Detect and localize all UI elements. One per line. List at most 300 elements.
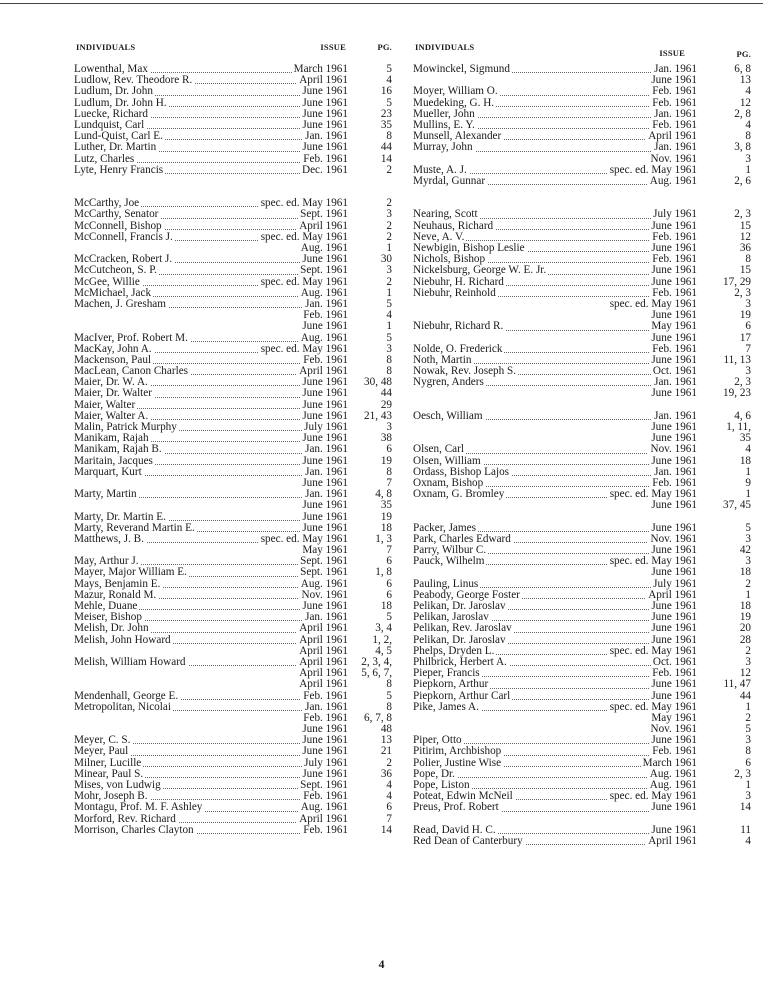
- entry-issue: June 1961: [302, 476, 348, 489]
- index-entry: [74, 176, 392, 187]
- entry-issue: Nov. 1961: [650, 152, 697, 165]
- page-number: 4: [378, 957, 385, 971]
- entry-page: 5, 6, 7,: [361, 667, 392, 680]
- index-entry: [74, 825, 392, 836]
- entry-issue: April 1961: [299, 365, 348, 378]
- entry-page: 8: [386, 700, 392, 713]
- entry-issue: Sept. 1961: [300, 555, 348, 568]
- index-entry: [413, 489, 751, 500]
- entry-name: Pike, James A.: [413, 700, 479, 713]
- entry-issue: Jan. 1961: [654, 141, 697, 154]
- entry-issue: June 1961: [302, 409, 348, 422]
- entry-name: Ordass, Bishop Lajos: [413, 465, 510, 478]
- entry-issue: June 1961: [651, 499, 697, 512]
- entry-issue: Feb. 1961: [303, 711, 348, 724]
- index-entry: [413, 802, 751, 813]
- entry-page: 2, 3: [734, 767, 751, 780]
- entry-page: 21: [380, 745, 392, 758]
- entry-issue: Feb. 1961: [652, 85, 697, 98]
- index-entry: [413, 176, 751, 187]
- index-entry: [74, 691, 392, 702]
- entry-name: Moyer, William O.: [413, 85, 498, 98]
- entry-issue: spec. ed. May 1961: [609, 555, 697, 568]
- entry-issue: June 1961: [651, 353, 697, 366]
- index-entry: [74, 165, 392, 176]
- entry-issue: June 1961: [651, 242, 697, 254]
- entry-page: 3: [386, 342, 392, 355]
- entry-name: Neuhaus, Richard: [413, 219, 494, 232]
- entry-page: 37, 45: [723, 499, 751, 512]
- entry-name: Nygren, Anders: [413, 376, 484, 389]
- entry-name: Maritain, Jacques: [74, 454, 153, 467]
- entry-issue: Feb. 1961: [652, 745, 697, 758]
- entry-name: Nickelsburg, George W. E. Jr.: [413, 264, 547, 277]
- entry-page: 4, 6: [734, 409, 751, 422]
- entry-name: Malin, Patrick Murphy: [74, 421, 177, 433]
- entry-name: Metropolitan, Nicolai: [74, 700, 171, 713]
- entry-issue: June 1961: [302, 253, 348, 266]
- entry-issue: spec. ed. May 1961: [260, 197, 348, 210]
- entry-issue: Jan. 1961: [305, 443, 348, 456]
- entry-page: 36: [380, 767, 392, 780]
- entry-page: 44: [739, 689, 751, 702]
- entry-name: Pelikan, Rev. Jaroslav: [413, 622, 512, 635]
- issue-heading: ISSUE: [320, 42, 346, 52]
- entry-name: Ludlum, Dr. John: [74, 85, 153, 98]
- entry-name: Oxnam, G. Bromley: [413, 488, 505, 501]
- entry-name: Niebuhr, Richard R.: [413, 320, 504, 333]
- index-entry: [413, 746, 751, 757]
- index-entry: [413, 836, 751, 847]
- entry-issue: May 1961: [651, 711, 697, 724]
- entry-page: 3, 8: [734, 141, 751, 154]
- entry-issue: Jan. 1961: [654, 376, 697, 389]
- entry-name: Pieper, Francis: [413, 667, 480, 680]
- entry-issue: spec. ed. May 1961: [609, 297, 697, 310]
- entry-name: Mackenson, Paul: [74, 353, 152, 366]
- entry-page: 11, 47: [723, 678, 751, 691]
- entry-page: 4: [386, 779, 392, 791]
- entry-page: 5: [386, 611, 392, 624]
- entry-page: 2: [386, 163, 392, 176]
- entry-name: Melish, Dr. John: [74, 622, 149, 635]
- entry-issue: Aug. 1961: [300, 801, 348, 814]
- entry-issue: June 1961: [651, 611, 697, 624]
- entry-page: 1: [745, 779, 751, 791]
- entry-issue: Feb. 1961: [303, 790, 348, 803]
- entry-name: Mohr, Joseph B.: [74, 790, 148, 803]
- entry-page: 7: [745, 342, 751, 355]
- entry-issue: Jan. 1961: [305, 130, 348, 143]
- entry-issue: May 1961: [651, 320, 697, 333]
- entry-name: Pauling, Linus: [413, 577, 479, 590]
- entry-page: 4: [745, 85, 751, 98]
- index-entry: [413, 209, 751, 220]
- entry-issue: spec. ed. May 1961: [609, 163, 697, 176]
- entry-page: 19: [739, 611, 751, 624]
- entry-issue: Sept. 1961: [300, 566, 348, 579]
- entry-issue: April 1961: [648, 130, 697, 143]
- entry-page: 8: [386, 365, 392, 378]
- entry-page: 3: [745, 555, 751, 568]
- entry-page: 5: [386, 63, 392, 75]
- entry-page: 3: [386, 421, 392, 433]
- index-entry: [413, 500, 751, 511]
- entry-issue: June 1961: [651, 432, 697, 445]
- entry-issue: July 1961: [304, 421, 348, 433]
- index-entry: [413, 691, 751, 702]
- entry-issue: Dec. 1961: [302, 163, 348, 176]
- entry-name: Mazur, Ronald M.: [74, 588, 157, 601]
- entry-page: 8: [386, 353, 392, 366]
- top-rule: [0, 3, 763, 4]
- entry-issue: Feb. 1961: [303, 689, 348, 702]
- entry-name: Mueller, John: [413, 107, 475, 120]
- entry-page: 4: [745, 443, 751, 456]
- entry-issue: Jan. 1961: [654, 107, 697, 120]
- entry-name: Nearing, Scott: [413, 208, 478, 221]
- entry-name: Neve, A. V.: [413, 230, 465, 243]
- entry-issue: June 1961: [651, 275, 697, 288]
- individuals-heading: INDIVIDUALS: [76, 42, 136, 52]
- entry-issue: spec. ed. May 1961: [609, 700, 697, 713]
- index-entry: [74, 623, 392, 634]
- entry-page: 16: [380, 85, 392, 98]
- issue-heading: ISSUE: [659, 48, 685, 58]
- entry-page: 28: [739, 633, 751, 646]
- entry-page: 36: [739, 242, 751, 254]
- entry-issue: April 1961: [299, 644, 348, 657]
- entry-page: 3: [745, 532, 751, 545]
- entry-name: Pelikan, Dr. Jaroslav: [413, 600, 506, 612]
- entry-issue: April 1961: [299, 667, 348, 680]
- entry-page: 11: [740, 823, 751, 836]
- entry-page: 21, 43: [364, 409, 392, 422]
- entry-issue: July 1961: [653, 208, 697, 221]
- entry-page: 35: [739, 432, 751, 445]
- entry-name: Murray, John: [413, 141, 473, 154]
- entry-name: Pelikan, Dr. Jaroslav: [413, 633, 506, 646]
- right-index-column: [413, 40, 751, 847]
- entry-issue: Feb. 1961: [303, 152, 348, 165]
- entry-page: 2, 6: [734, 174, 751, 187]
- entry-issue: June 1961: [302, 107, 348, 120]
- entry-issue: June 1961: [302, 118, 348, 131]
- entry-issue: April 1961: [299, 655, 348, 668]
- index-entry: [413, 623, 751, 634]
- entry-page: 3: [745, 152, 751, 165]
- entry-page: 19, 23: [723, 387, 751, 400]
- entry-issue: June 1961: [651, 74, 697, 87]
- entry-name: Montagu, Prof. M. F. Ashley: [74, 801, 203, 814]
- entry-page: 1: [745, 163, 751, 176]
- entry-issue: Jan. 1961: [305, 488, 348, 501]
- entry-page: 18: [739, 454, 751, 467]
- entry-name: Marty, Martin: [74, 488, 137, 501]
- index-entry: [74, 500, 392, 511]
- entry-issue: Nov. 1961: [301, 588, 348, 601]
- entry-name: Luecke, Richard: [74, 107, 148, 120]
- entry-page: 6, 7, 8: [364, 711, 392, 724]
- entry-issue: spec. ed. May 1961: [609, 644, 697, 657]
- index-entry: [413, 679, 751, 690]
- entry-page: 3: [745, 365, 751, 378]
- entry-page: 2: [386, 197, 392, 210]
- entry-name: May, Arthur J.: [74, 555, 139, 568]
- entry-name: Manikam, Rajah B.: [74, 443, 162, 456]
- entry-issue: June 1961: [651, 521, 697, 534]
- entry-issue: Oct. 1961: [652, 655, 697, 668]
- entry-page: 18: [739, 600, 751, 612]
- entry-name: Mowinckel, Sigmund: [413, 63, 510, 75]
- entry-issue: Aug. 1961: [300, 242, 348, 254]
- entry-issue: June 1961: [651, 387, 697, 400]
- entry-issue: June 1961: [651, 622, 697, 635]
- entry-name: Melish, William Howard: [74, 655, 186, 668]
- entry-name: Mays, Benjamin E.: [74, 577, 161, 590]
- entry-issue: Feb. 1961: [652, 476, 697, 489]
- entry-issue: June 1961: [651, 544, 697, 557]
- index-entry: [413, 321, 751, 332]
- entry-page: 5: [386, 297, 392, 310]
- entry-name: Mayer, Major William E.: [74, 566, 187, 579]
- entry-page: 12: [739, 230, 751, 243]
- entry-issue: Feb. 1961: [652, 118, 697, 131]
- entry-page: 35: [380, 499, 392, 512]
- entry-page: 5: [386, 331, 392, 344]
- entry-page: 3: [386, 208, 392, 221]
- entry-page: 13: [380, 734, 392, 747]
- index-entry: [413, 64, 751, 75]
- entry-page: 2, 3: [734, 286, 751, 299]
- entry-page: 3: [745, 655, 751, 668]
- entry-page: 7: [386, 476, 392, 489]
- right-entry-list: [413, 64, 751, 847]
- entry-page: 3: [386, 264, 392, 277]
- entry-issue: June 1961: [302, 600, 348, 612]
- individuals-heading: INDIVIDUALS: [415, 42, 475, 52]
- entry-issue: April 1961: [299, 74, 348, 87]
- pg-heading: PG.: [377, 42, 392, 52]
- right-column-header: [413, 40, 751, 64]
- entry-issue: June 1961: [651, 309, 697, 322]
- entry-page: 1, 3: [375, 532, 392, 545]
- entry-page: 1: [386, 320, 392, 333]
- entry-page: 15: [739, 264, 751, 277]
- entry-name: Meiser, Bishop: [74, 611, 142, 624]
- entry-page: 1, 11,: [726, 421, 751, 433]
- entry-issue: spec. ed. May 1961: [260, 230, 348, 243]
- entry-issue: April 1961: [299, 622, 348, 635]
- entry-issue: spec. ed. May 1961: [260, 342, 348, 355]
- entry-issue: June 1961: [651, 823, 697, 836]
- entry-issue: Jan. 1961: [305, 297, 348, 310]
- index-entry: [413, 713, 751, 724]
- entry-issue: spec. ed. May 1961: [260, 532, 348, 545]
- entry-page: 1: [745, 488, 751, 501]
- index-entry: [74, 746, 392, 757]
- entry-name: Ludlow, Rev. Theodore R.: [74, 74, 193, 87]
- entry-issue: Feb. 1961: [652, 230, 697, 243]
- entry-issue: June 1961: [651, 734, 697, 747]
- entry-issue: spec. ed. May 1961: [609, 488, 697, 501]
- index-entry: [413, 724, 751, 735]
- entry-issue: Jan. 1961: [654, 63, 697, 75]
- entry-name: Pauck, Wilhelm: [413, 555, 485, 568]
- entry-issue: July 1961: [304, 756, 348, 769]
- entry-issue: Nov. 1961: [650, 723, 697, 736]
- entry-name: Lund-Quist, Carl E.: [74, 130, 163, 143]
- entry-issue: April 1961: [299, 633, 348, 646]
- entry-page: 6: [386, 801, 392, 814]
- entry-name: Maier, Walter A.: [74, 409, 149, 422]
- entry-page: 19: [739, 309, 751, 322]
- entry-issue: June 1961: [651, 689, 697, 702]
- entry-page: 8: [745, 745, 751, 758]
- entry-name: Parry, Wilbur C.: [413, 544, 487, 557]
- entry-page: 4: [386, 74, 392, 87]
- entry-page: 6: [386, 577, 392, 590]
- entry-page: 9: [745, 476, 751, 489]
- entry-name: Phelps, Dryden L.: [413, 644, 495, 657]
- entry-page: 4, 8: [375, 488, 392, 501]
- index-entry: [74, 142, 392, 153]
- entry-issue: June 1961: [651, 678, 697, 691]
- entry-issue: June 1961: [302, 141, 348, 154]
- entry-issue: June 1961: [302, 320, 348, 333]
- entry-issue: Jan. 1961: [654, 465, 697, 478]
- entry-issue: Sept. 1961: [300, 779, 348, 791]
- entry-name: Preus, Prof. Robert: [413, 801, 499, 814]
- entry-name: Marty, Dr. Martin E.: [74, 510, 166, 523]
- entry-issue: June 1961: [651, 331, 697, 344]
- entry-page: 20: [739, 622, 751, 635]
- entry-name: Marquart, Kurt: [74, 465, 142, 478]
- entry-issue: June 1961: [302, 499, 348, 512]
- entry-issue: Aug. 1961: [649, 767, 697, 780]
- entry-page: 14: [380, 152, 392, 165]
- entry-name: Polier, Justine Wise: [413, 756, 502, 769]
- entry-page: 42: [739, 544, 751, 557]
- entry-issue: June 1961: [302, 723, 348, 736]
- entry-issue: June 1961: [302, 85, 348, 98]
- entry-name: Nowak, Rev. Joseph S.: [413, 365, 517, 378]
- entry-name: McCarthy, Senator: [74, 208, 159, 221]
- entry-name: MacIver, Prof. Robert M.: [74, 331, 188, 344]
- entry-page: 18: [380, 600, 392, 612]
- entry-page: 13: [739, 74, 751, 87]
- entry-name: Packer, James: [413, 521, 476, 534]
- index-entry: [413, 556, 751, 567]
- entry-name: Oesch, William: [413, 409, 483, 422]
- entry-issue: June 1961: [302, 521, 348, 534]
- index-entry: [413, 265, 751, 276]
- entry-issue: June 1961: [302, 767, 348, 780]
- entry-page: 8: [745, 253, 751, 266]
- index-entry: [413, 567, 751, 578]
- entry-page: 15: [739, 219, 751, 232]
- entry-page: 1: [745, 700, 751, 713]
- entry-name: Noth, Martin: [413, 353, 472, 366]
- entry-page: 5: [386, 689, 392, 702]
- entry-name: Piepkorn, Arthur Carl: [413, 689, 511, 702]
- entry-page: 3: [745, 297, 751, 310]
- entry-issue: April 1961: [648, 588, 697, 601]
- entry-issue: July 1961: [653, 577, 697, 590]
- index-entry: [413, 444, 751, 455]
- index-entry: [74, 321, 392, 332]
- index-entry: [413, 288, 751, 299]
- entry-page: 5: [745, 723, 751, 736]
- entry-issue: June 1961: [302, 454, 348, 467]
- entry-page: 4, 5: [375, 644, 392, 657]
- entry-name: Matthews, J. B.: [74, 532, 144, 545]
- entry-page: 8: [386, 130, 392, 143]
- entry-issue: Feb. 1961: [652, 286, 697, 299]
- entry-name: Niebuhr, H. Richard: [413, 275, 504, 288]
- index-entry: [74, 388, 392, 399]
- entry-name: MacLean, Canon Charles: [74, 365, 189, 378]
- entry-page: 2: [386, 230, 392, 243]
- index-entry: [413, 702, 751, 713]
- entry-name: Park, Charles Edward: [413, 532, 511, 545]
- entry-name: Meyer, Paul: [74, 745, 129, 758]
- entry-name: Luther, Dr. Martin: [74, 141, 157, 154]
- entry-issue: Feb. 1961: [652, 342, 697, 355]
- index-entry: [413, 187, 751, 198]
- entry-page: 4: [745, 834, 751, 847]
- entry-page: 11, 13: [723, 353, 751, 366]
- entry-name: Newbigin, Bishop Leslie: [413, 242, 525, 254]
- index-entry: [74, 209, 392, 220]
- entry-page: 2: [386, 275, 392, 288]
- entry-page: 48: [380, 723, 392, 736]
- entry-issue: June 1961: [302, 398, 348, 411]
- entry-page: 6: [745, 756, 751, 769]
- entry-page: 12: [739, 667, 751, 680]
- entry-name: Mullins, E. Y.: [413, 118, 475, 131]
- entry-issue: June 1961: [302, 96, 348, 109]
- entry-page: 8: [745, 130, 751, 143]
- entry-page: 4: [386, 309, 392, 322]
- entry-issue: Oct. 1961: [652, 365, 697, 378]
- entry-name: Maier, Walter: [74, 398, 136, 411]
- entry-page: 1: [745, 465, 751, 478]
- entry-page: 29: [380, 398, 392, 411]
- index-entry: [74, 265, 392, 276]
- index-entry: [413, 758, 751, 769]
- entry-page: 2, 3, 4,: [361, 655, 392, 668]
- entry-name: Olsen, Carl: [413, 443, 464, 456]
- left-entry-list: [74, 64, 392, 836]
- entry-issue: March 1961: [642, 756, 697, 769]
- entry-name: Pope, Dr.: [413, 767, 455, 780]
- entry-issue: Jan. 1961: [305, 700, 348, 713]
- entry-page: 2: [386, 756, 392, 769]
- entry-name: Machen, J. Gresham: [74, 297, 166, 310]
- entry-name: McConnell, Francis J.: [74, 230, 173, 243]
- entry-page: 8: [386, 465, 392, 478]
- entry-name: Melish, John Howard: [74, 633, 171, 646]
- entry-issue: spec. ed. May 1961: [609, 790, 697, 803]
- index-entry: [413, 388, 751, 399]
- entry-page: 30: [380, 253, 392, 266]
- entry-name: Niebuhr, Reinhold: [413, 286, 496, 299]
- entry-page: 5: [386, 96, 392, 109]
- entry-name: Nichols, Bishop: [413, 253, 486, 266]
- entry-issue: Nov. 1961: [650, 532, 697, 545]
- entry-name: Lutz, Charles: [74, 152, 135, 165]
